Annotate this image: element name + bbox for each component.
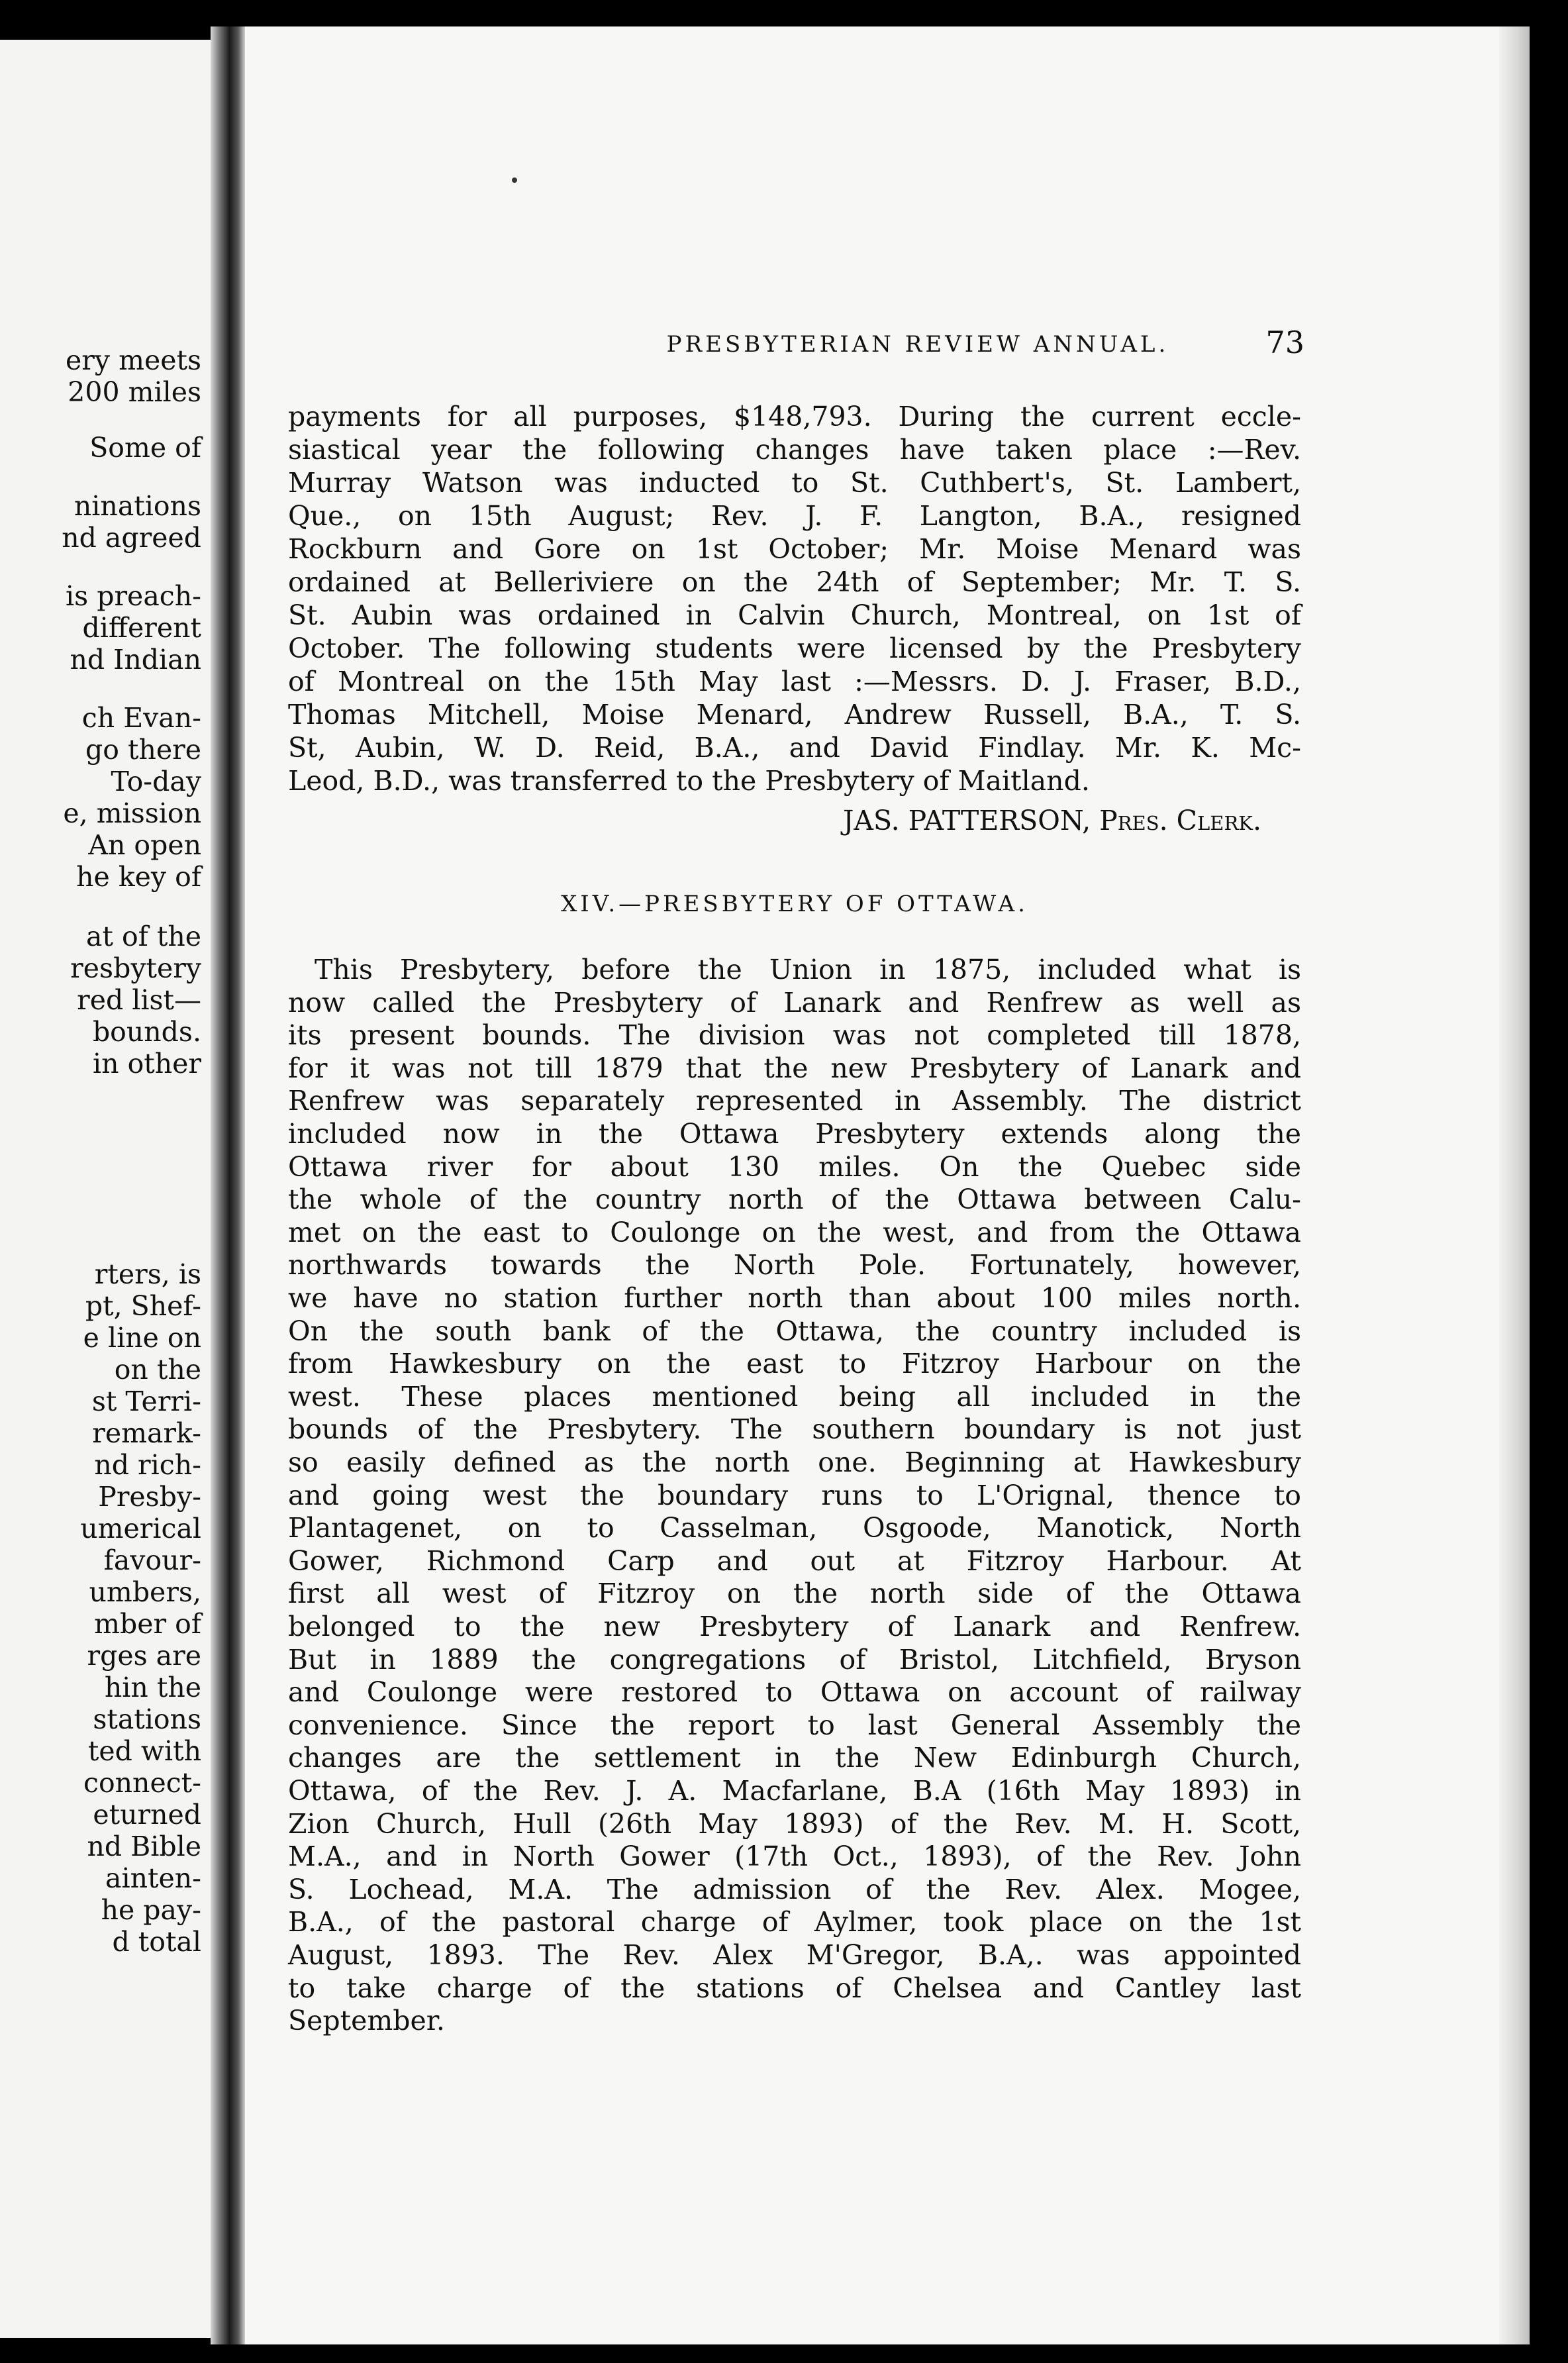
previous-page-line: at of the (86, 921, 201, 952)
previous-page-line: in other (93, 1048, 201, 1080)
page-number: 73 (1265, 325, 1304, 360)
previous-page-line: pt, Shef- (85, 1290, 201, 1322)
text-line: payments for all purposes, $148,793. During the current eccle- (288, 401, 1301, 432)
text-line: so easily defined as the north one. Beginning at Hawkesbury (288, 1446, 1301, 1478)
previous-page-line: e line on (83, 1322, 201, 1354)
text-line: Ottawa river for about 130 miles. On the Quebec side (288, 1150, 1301, 1183)
text-line: we have no station further north than about 100 miles north. (288, 1282, 1301, 1314)
text-line: Thomas Mitchell, Moise Menard, Andrew Russell, B.A., T. S. (288, 699, 1301, 730)
text-line: and going west the boundary runs to L'Orignal, thence to (288, 1479, 1301, 1511)
previous-page-line: nd agreed (62, 522, 201, 554)
previous-page-line: e, mission (63, 797, 201, 829)
previous-page-line: st Terri- (91, 1385, 201, 1417)
text-line: and Coulonge were restored to Ottawa on account of railway (288, 1676, 1301, 1709)
text-line: M.A., and in North Gower (17th Oct., 1893), of the Rev. John (288, 1840, 1301, 1873)
text-line: St, Aubin, W. D. Reid, B.A., and David Findlay. Mr. K. Mc- (288, 732, 1301, 764)
text-line: September. (288, 2005, 445, 2037)
text-line: included now in the Ottawa Presbytery extends along the (288, 1118, 1301, 1150)
text-line: Rockburn and Gore on 1st October; Mr. Moise Menard was (288, 533, 1301, 565)
running-head: PRESBYTERIAN REVIEW ANNUAL. (666, 331, 1169, 358)
previous-page-line: umbers, (89, 1576, 201, 1608)
ink-speck (512, 177, 517, 183)
previous-page-line: hin the (104, 1672, 201, 1703)
previous-page-line: resbytery (70, 952, 201, 984)
text-line: S. Lochead, M.A. The admission of the Rev. Alex. Mogee, (288, 1873, 1301, 1905)
previous-page-line: go there (85, 734, 201, 766)
previous-page-line: eturned (93, 1799, 201, 1831)
text-line: the whole of the country north of the Ottawa between Calu- (288, 1183, 1301, 1216)
section-heading: XIV.—PRESBYTERY OF OTTAWA. (561, 891, 1028, 917)
text-line: bounds of the Presbytery. The southern boundary is not just (288, 1413, 1301, 1446)
previous-page-line: nd Bible (87, 1831, 201, 1862)
clerk-signature: JAS. PATTERSON, Pres. Clerk. (842, 805, 1261, 836)
previous-page-line: rters, is (94, 1258, 201, 1290)
previous-page-line: different (82, 612, 201, 644)
page-edge-shadow (1499, 26, 1530, 2344)
text-line: August, 1893. The Rev. Alex M'Gregor, B.A,. was appointed (288, 1939, 1301, 1971)
previous-page-line: 200 miles (68, 376, 201, 408)
text-line: belonged to the new Presbytery of Lanark and Renfrew. (288, 1611, 1301, 1642)
text-line: St. Aubin was ordained in Calvin Church, Montreal, on 1st of (288, 599, 1301, 631)
previous-page-line: is preach- (66, 580, 201, 612)
text-line: first all west of Fitzroy on the north side of the Ottawa (288, 1578, 1301, 1610)
text-line: met on the east to Coulonge on the west, and from the Ottawa (288, 1216, 1301, 1248)
text-line: Plantagenet, on to Casselman, Osgoode, Manotick, North (288, 1512, 1301, 1544)
text-line: Que., on 15th August; Rev. J. F. Langton, B.A., resigned (288, 500, 1301, 532)
text-line: now called the Presbytery of Lanark and Renfrew as well as (288, 986, 1301, 1019)
previous-page-line: nd rich- (94, 1449, 201, 1481)
text-line: for it was not till 1879 that the new Presbytery of Lanark and (288, 1052, 1301, 1084)
previous-page-line: d total (112, 1926, 201, 1958)
previous-page-line: ted with (87, 1735, 201, 1767)
previous-page-line: mber of (94, 1608, 201, 1640)
text-line: Renfrew was separately represented in Assembly. The district (288, 1085, 1301, 1117)
text-line: of Montreal on the 15th May last :—Messrs. D. J. Fraser, B.D., (288, 666, 1301, 697)
text-line: to take charge of the stations of Chelsea and Cantley last (288, 1972, 1301, 2004)
text-line: B.A., of the pastoral charge of Aylmer, took place on the 1st (288, 1906, 1301, 1938)
text-line: Ottawa, of the Rev. J. A. Macfarlane, B.A (16th May 1893) in (288, 1775, 1301, 1807)
previous-page-line: connect- (83, 1767, 201, 1799)
previous-page-line: ch Evan- (81, 702, 201, 734)
previous-page-line: remark- (92, 1417, 201, 1449)
text-line: October. The following students were licensed by the Presbytery (288, 632, 1301, 664)
previous-page-line: stations (93, 1703, 201, 1735)
previous-page-line: he key of (76, 861, 201, 893)
previous-page-line: on the (114, 1354, 201, 1385)
book-gutter (211, 26, 245, 2344)
text-line: convenience. Since the report to last General Assembly the (288, 1709, 1301, 1741)
previous-page-line: ainten- (105, 1862, 201, 1894)
previous-page-line: rges are (87, 1640, 201, 1672)
previous-page-line: Some of (89, 432, 201, 464)
text-line: northwards towards the North Pole. Fortunately, however, (288, 1249, 1301, 1282)
text-line: Zion Church, Hull (26th May 1893) of the Rev. M. H. Scott, (288, 1807, 1301, 1840)
previous-page-line: An open (88, 829, 201, 861)
text-line: Leod, B.D., was transferred to the Presbytery of Maitland. (288, 765, 1090, 797)
text-line: from Hawkesbury on the east to Fitzroy Harbour on the (288, 1348, 1301, 1380)
previous-page-line: bounds. (92, 1016, 201, 1048)
text-line: ordained at Belleriviere on the 24th of September; Mr. T. S. (288, 566, 1301, 598)
text-line: changes are the settlement in the New Edinburgh Church, (288, 1742, 1301, 1774)
text-line: Murray Watson was inducted to St. Cuthbert's, St. Lambert, (288, 467, 1301, 499)
text-line: siastical year the following changes have taken place :—Rev. (288, 434, 1301, 466)
current-page (245, 26, 1530, 2344)
previous-page-sliver (0, 40, 211, 2338)
previous-page-line: ery meets (66, 344, 201, 376)
previous-page-line: red list— (77, 984, 201, 1016)
previous-page-line: To-day (111, 766, 201, 797)
previous-page-line: nd Indian (70, 644, 201, 676)
text-line: west. These places mentioned being all included in the (288, 1380, 1301, 1413)
previous-page-line: ninations (74, 490, 201, 522)
previous-page-line: he pay- (101, 1894, 201, 1926)
previous-page-line: favour- (103, 1544, 201, 1576)
text-line: On the south bank of the Ottawa, the country included is (288, 1315, 1301, 1347)
text-line: This Presbytery, before the Union in 1875, included what is (315, 954, 1301, 985)
text-line: its present bounds. The division was not completed till 1878, (288, 1019, 1301, 1052)
text-line: Gower, Richmond Carp and out at Fitzroy Harbour. At (288, 1544, 1301, 1577)
text-line: But in 1889 the congregations of Bristol, Litchfield, Bryson (288, 1643, 1301, 1676)
previous-page-line: Presby- (98, 1481, 201, 1513)
previous-page-line: umerical (80, 1513, 201, 1544)
previous-page-text (0, 40, 211, 2338)
